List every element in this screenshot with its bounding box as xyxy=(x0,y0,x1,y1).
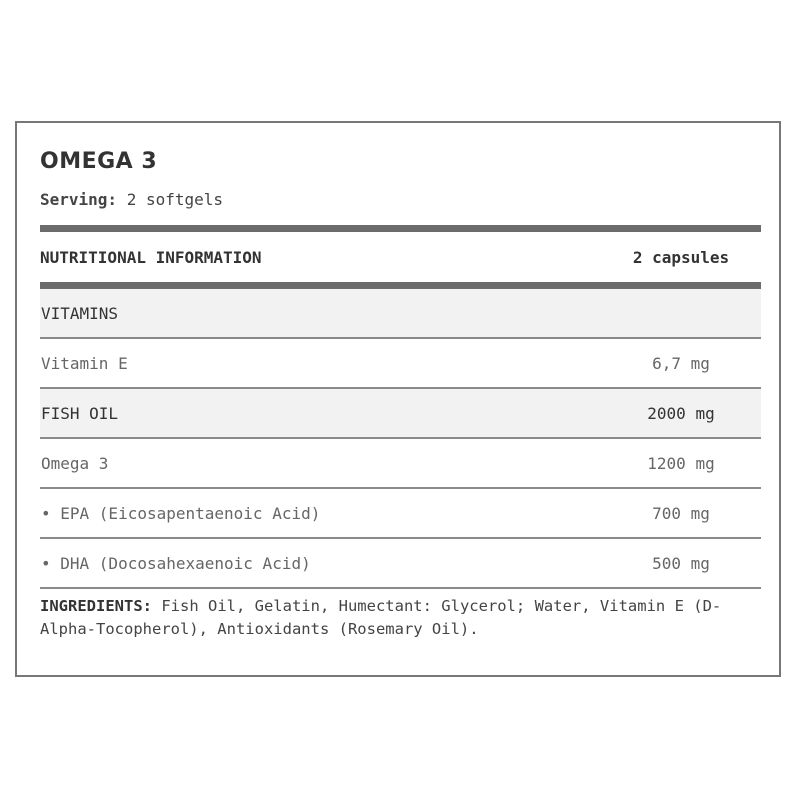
ingredients-block xyxy=(40,595,765,641)
table-header-label: NUTRITIONAL INFORMATION xyxy=(40,247,262,267)
row-value: 500 mg xyxy=(652,553,710,573)
table-row-dha xyxy=(40,539,761,589)
ingredients-text: Fish Oil, Gelatin, Humectant: Glycerol; Water, Vitamin E (D-Alpha-Tocopherol), Antioxidants (Rosemary Oil). xyxy=(40,597,722,638)
row-name: • EPA (Eicosapentaenoic Acid) xyxy=(41,503,321,523)
table-row-epa xyxy=(40,489,761,539)
row-value: 1200 mg xyxy=(647,453,715,473)
row-value: 700 mg xyxy=(652,503,710,523)
table-row-omega-3 xyxy=(40,439,761,489)
nutrition-table xyxy=(40,225,761,589)
row-name: Vitamin E xyxy=(41,353,128,373)
row-name: VITAMINS xyxy=(41,303,119,323)
serving-info xyxy=(40,189,223,211)
table-header-column: 2 capsules xyxy=(632,247,730,267)
table-row-fish-oil xyxy=(40,389,761,439)
nutrition-panel xyxy=(15,121,781,677)
ingredients-label: INGREDIENTS: xyxy=(40,597,152,615)
row-name: FISH OIL xyxy=(41,403,119,423)
table-row-vitamin-e xyxy=(40,339,761,389)
row-name: Omega 3 xyxy=(41,453,109,473)
row-name: • DHA (Docosahexaenoic Acid) xyxy=(41,553,311,573)
row-value: 2000 mg xyxy=(647,403,715,423)
serving-value: 2 softgels xyxy=(126,190,224,209)
row-value: 6,7 mg xyxy=(652,353,710,373)
product-title: OMEGA 3 xyxy=(40,149,158,174)
serving-label: Serving: xyxy=(40,190,118,209)
table-header-row xyxy=(40,232,761,282)
table-row-vitamins xyxy=(40,289,761,339)
table-top-bar xyxy=(40,225,761,232)
table-header-bar xyxy=(40,282,761,289)
